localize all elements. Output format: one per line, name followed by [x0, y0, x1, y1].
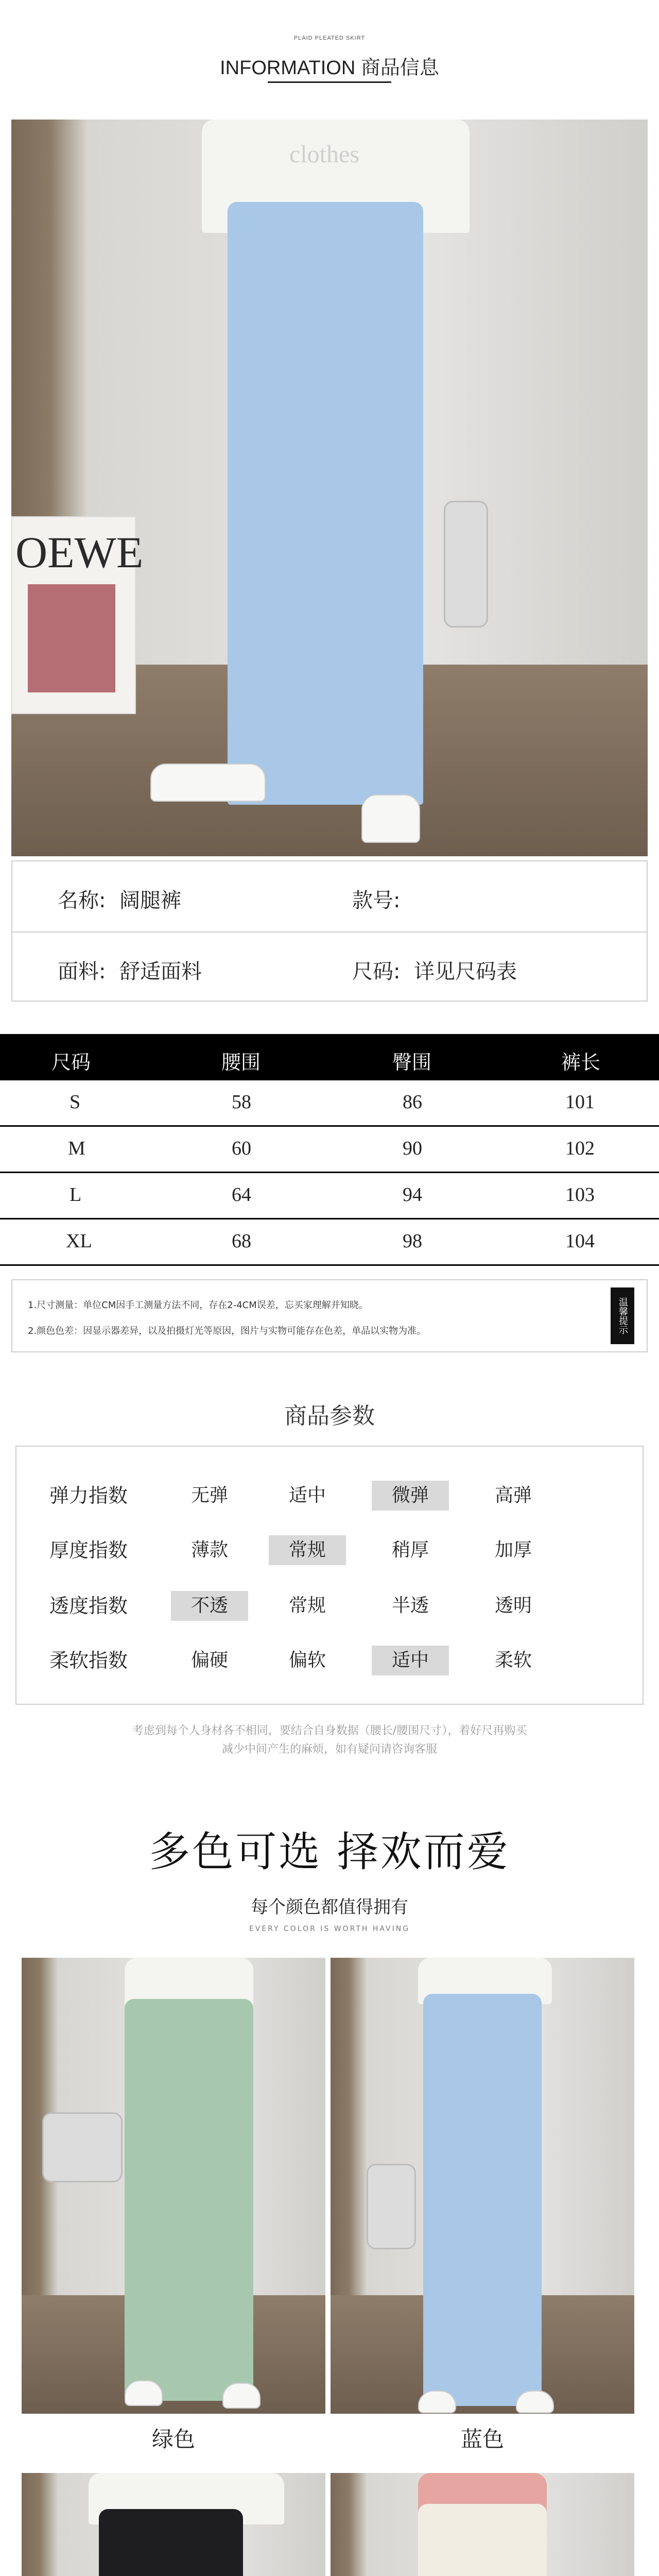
fabric-label: 面料:	[58, 960, 106, 984]
product-info-box	[11, 860, 648, 1002]
params-title: 商品参数	[284, 1403, 375, 1429]
param-label: 透度指数	[49, 1595, 128, 1617]
colors-tagline: EVERY COLOR IS WORTH HAVING	[249, 1925, 410, 1933]
param-option: 透明	[494, 1595, 532, 1616]
title-underline	[268, 81, 391, 83]
shoe-right	[361, 794, 420, 843]
param-option: 高弹	[494, 1485, 532, 1506]
fabric-value: 舒适面料	[119, 960, 202, 984]
param-option-selected: 适中	[372, 1646, 449, 1675]
size-table-body: S 58 86 101 M 60 90 102 L 64 94 103 XL 68 98 104	[0, 1080, 659, 1266]
disclaimer-line-1: 考虑到每个人身材各不相同，要结合自身数据（腰长/腰围尺寸），着好尺再购买	[132, 1724, 527, 1737]
name-value: 阔腿裤	[119, 889, 181, 912]
shoe-left	[150, 764, 266, 802]
param-option-selected: 常规	[269, 1535, 346, 1565]
color-label-blue: 蓝色	[460, 2427, 504, 2452]
color-photo-green	[22, 1958, 325, 2414]
color-photo-white	[331, 2473, 634, 2576]
hero-photo	[11, 120, 648, 856]
param-option: 半透	[391, 1595, 429, 1616]
size-label: 尺码:	[352, 960, 401, 984]
disclaimer-line-2: 减少中间产生的麻烦，如有疑问请咨询客服	[221, 1743, 437, 1756]
param-option: 稍厚	[391, 1539, 429, 1561]
note-color: 2.颜色色差：因显示器差异，以及拍摄灯光等原因，图片与实物可能存在色差，单品以实物为准。	[28, 1326, 426, 1336]
header-size: 尺码	[51, 1051, 91, 1074]
notes-tag: 温馨提示	[611, 1287, 634, 1344]
param-option: 偏软	[288, 1650, 326, 1671]
param-label: 弹力指数	[49, 1484, 128, 1507]
notes-box	[11, 1279, 648, 1352]
param-option: 加厚	[494, 1539, 532, 1561]
note-measurement: 1.尺寸测量：单位CM因手工测量方法不同，存在2-4CM误差，忘买家理解并知晓。	[28, 1300, 368, 1311]
shirt-print: clothes	[289, 141, 359, 168]
param-label: 柔软指数	[49, 1649, 128, 1672]
param-option: 柔软	[494, 1650, 532, 1671]
param-option-selected: 微弹	[372, 1481, 449, 1511]
name-label: 名称:	[58, 889, 106, 912]
colors-subtitle: 每个颜色都值得拥有	[251, 1897, 408, 1918]
colors-title: 多色可选 择欢而爱	[149, 1828, 510, 1876]
header-hip: 臀围	[392, 1051, 432, 1074]
header-waist: 腰围	[221, 1051, 261, 1074]
header-length: 裤长	[561, 1051, 601, 1074]
color-photo-blue	[331, 1958, 634, 2414]
shopping-bag	[11, 516, 144, 714]
page-title: INFORMATION 商品信息	[220, 57, 439, 79]
handbag	[444, 501, 488, 628]
param-option: 薄款	[190, 1539, 228, 1561]
param-option-selected: 不透	[171, 1591, 248, 1621]
color-photo-black	[22, 2473, 325, 2576]
param-option: 常规	[288, 1595, 326, 1616]
param-option: 无弹	[190, 1485, 228, 1506]
param-label: 厚度指数	[49, 1539, 128, 1562]
size-value: 详见尺码表	[414, 960, 517, 984]
header-caption: PLAID PLEATED SKIRT	[293, 35, 366, 41]
params-box	[15, 1446, 644, 1705]
param-option: 适中	[288, 1485, 326, 1506]
code-label: 款号:	[352, 889, 401, 912]
bag-logo: OEWE	[15, 528, 144, 577]
color-label-green: 绿色	[151, 2427, 195, 2452]
size-table-header	[0, 1034, 659, 1080]
pants	[228, 202, 423, 805]
param-option: 偏硬	[190, 1650, 228, 1671]
